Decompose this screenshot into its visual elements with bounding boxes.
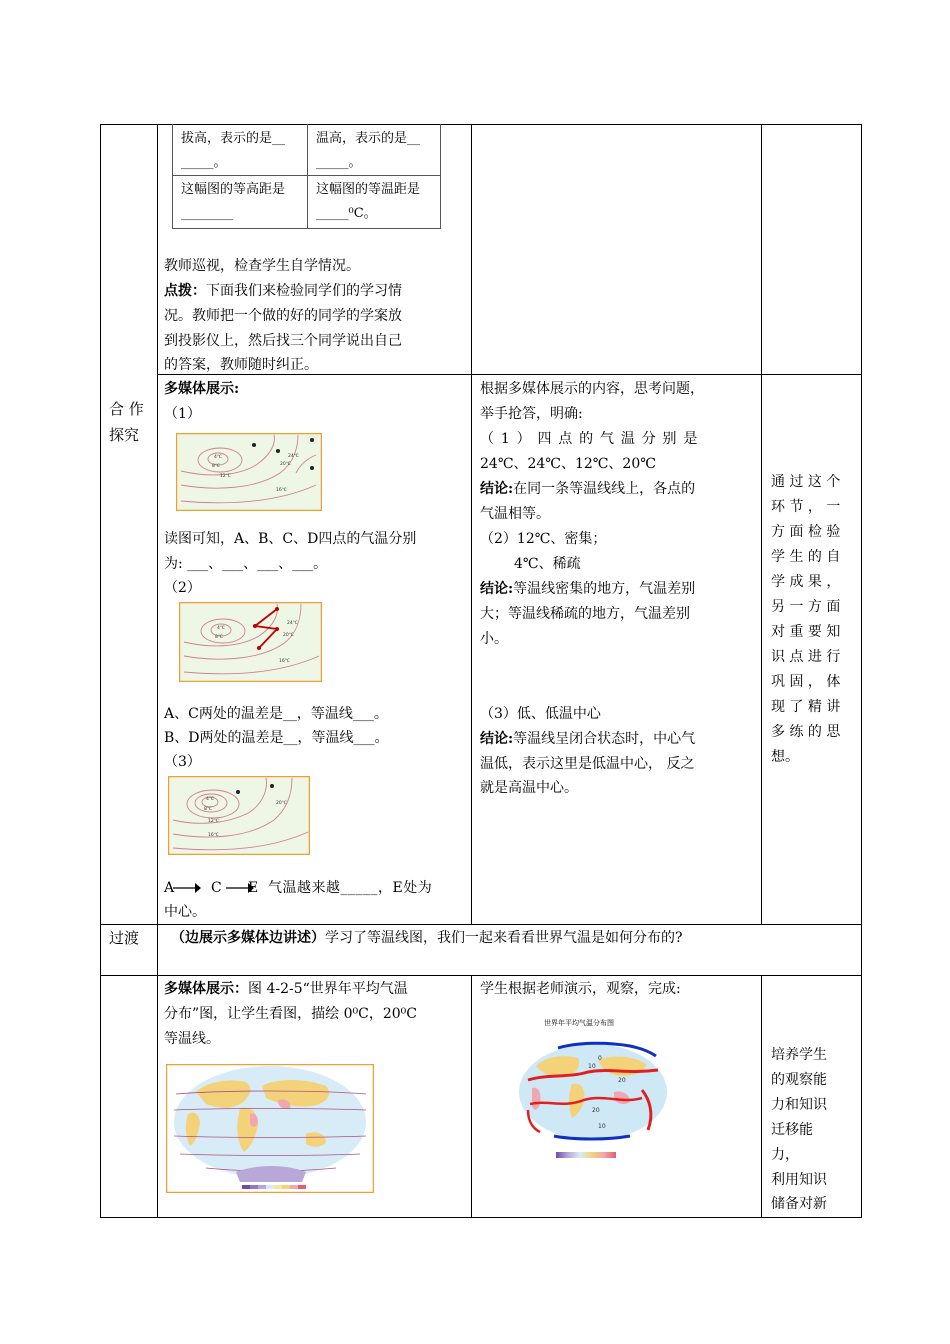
intent1-9: 现 了 精 讲 [771,699,841,715]
transition-text: 学习了等温线图，我们一起来看看世界气温是如何分布的? [325,930,683,946]
inner-cell-a2: _____。 [181,155,227,170]
intent1-0: 通 过 这 个 [771,474,841,490]
map1-point-b [276,449,280,453]
col-divider-2b [471,975,472,1218]
stu-l5: （2）12℃、密集； [480,531,607,547]
inner-cell-d1: 这幅图的等温距是 [316,182,421,197]
intent1-7: 识 点 进 行 [771,649,841,665]
intent2-4: 力， [771,1147,799,1163]
intent1-2: 方 面 检 验 [771,524,841,540]
map3-point-e [270,784,274,788]
map1-label-8: 8℃ [212,464,220,469]
dianbo-text3: 到投影仪上，然后找三个同学说出自己 [164,333,402,349]
map-num-3: 20 [592,1107,600,1114]
world-student: 学生根据老师演示，观察，完成: [480,981,681,997]
q1-line1: 读图可知，A、B、C、D四点的气温分别 [164,531,417,547]
stu-l7: （3）低、低温中心 [480,706,601,722]
map3-label-12: 12℃ [208,819,219,824]
col-divider-3a [761,124,762,925]
multimedia-title: 多媒体展示: [164,381,240,397]
stu-c1 [480,477,695,502]
intent1-10: 多 练 的 思 [771,724,841,740]
world-map-drawn [518,1040,668,1150]
table-border-bottom [100,1217,862,1218]
q3-text: 气温越来越_____，E处为 [268,880,433,896]
world-t1 [164,977,408,1002]
map1-label-4: 4℃ [214,455,222,460]
map2-point-b [275,607,279,611]
intent2-6: 储备对新 [771,1196,827,1212]
q3-c: C [211,880,222,896]
map1-label-24: 24℃ [288,454,299,459]
inner-cell-a1: 拔高，表示的是__ [181,131,286,146]
map2-label-24: 24℃ [287,621,298,626]
stu-c3-text2: 温低，表示这里是低温中心， 反之 [480,756,695,772]
map1-label-12: 12℃ [220,474,231,479]
dianbo-text2: 况。教师把一个做的好的同学的学案放 [164,308,402,324]
intent1-5: 另 一 方 面 [771,599,841,615]
stu-c2-text3: 小。 [480,631,508,647]
stu-c2 [480,577,695,602]
intent2-3: 迁移能 [771,1122,813,1138]
row-divider-2 [100,924,862,925]
stu-c1-text: 在同一条等温线线上，各点的 [513,481,696,497]
col-divider-1 [157,124,158,1218]
col-divider-3b [761,975,762,1218]
part-2: （2） [164,580,201,596]
inner-cell-c1: 这幅图的等高距是 [181,182,286,197]
map-title: 世界年平均气温分布图 [544,1019,614,1027]
map-num-4: 10 [598,1123,606,1130]
intent1-11: 想。 [771,749,799,765]
map3-label-16: 16℃ [208,833,219,838]
map3-label-4: 4℃ [206,797,214,802]
col-divider-2a [471,124,472,925]
stu-l2: 举手抢答，明确: [480,406,583,422]
stu-l3: （ 1 ） 四 点 的 气 温 分 别 是 [480,431,699,447]
intent1-3: 学 生 的 自 [771,549,841,565]
table-border-right [861,124,862,1218]
inner-table-hline [172,175,441,176]
intent2-1: 的观察能 [771,1072,827,1088]
map-num-0: 0 [598,1055,602,1062]
intent1-6: 对 重 要 知 [771,624,841,640]
dianbo-text4: 的答案，教师随时纠正。 [164,357,318,373]
world-t3: 等温线。 [164,1031,220,1047]
intent1-4: 学 成 果 ， [771,574,841,590]
intent2-0: 培养学生 [771,1047,827,1063]
q2-line2: B、D两处的温差是__，等温线___。 [164,730,389,746]
stu-l6: 4℃、稀疏 [514,556,581,572]
stage-tanjiu: 探究 [109,426,140,444]
map2-label-8: 8℃ [215,635,223,640]
map1-label-16: 16℃ [276,488,287,493]
intent1-1: 环 节 ， 一 [771,499,841,515]
transition-line [171,926,683,951]
transition-bold: （边展示多媒体边讲述） [171,930,325,946]
stu-c3-label: 结论: [480,731,514,747]
isotherm-map-2 [179,602,322,682]
isotherm-map-3 [168,776,310,855]
stu-l1: 根据多媒体展示的内容，思考问题， [480,381,704,397]
part-3: （3） [164,754,201,770]
intent2-2: 力和知识 [771,1097,827,1113]
q1-line2: 为: ___、___、___、___。 [164,556,328,572]
map2-label-4: 4℃ [217,626,225,631]
map2-point-c [275,627,279,631]
q3-end: 中心。 [164,904,206,920]
stu-c3 [480,727,695,752]
q3-e: E [248,880,259,896]
dianbo-text1: 下面我们来检验同学们的学习情 [206,283,402,299]
world-t1-text: 图 4-2-5“世界年平均气温 [248,981,408,997]
map2-point-d [257,646,261,650]
stu-l4: 24℃、24℃、12℃、20℃ [480,456,656,472]
isotherm-map-1 [176,433,322,511]
inner-cell-b1: 温高，表示的是__ [316,131,421,146]
inner-cell-d2: _____⁰C。 [316,206,377,221]
map3-point-a [236,790,240,794]
stage-guodu: 过渡 [109,929,140,947]
map1-label-20: 20℃ [280,462,291,467]
map-legend [556,1152,616,1158]
map1-point-c [310,438,314,442]
part-1: （1） [164,406,201,422]
q3-a: A [164,880,175,896]
arrow-a-c [173,880,201,896]
q2-line1: A、C两处的温差是__，等温线___。 [164,706,388,722]
world-t2: 分布”图，让学生看图，描绘 0⁰C，20⁰C [164,1006,417,1022]
map1-point-a [252,443,256,447]
stu-c1-text2: 气温相等。 [480,506,550,522]
row-divider-3 [100,975,862,976]
dianbo-label: 点拨： [164,283,206,299]
map1-point-d [310,466,314,470]
inner-table-vline [307,124,308,229]
map3-label-20: 20℃ [276,801,287,806]
inner-cell-c2: ________ [181,206,233,221]
intent2-5: 利用知识 [771,1172,827,1188]
teacher-line: 教师巡视，检查学生自学情况。 [164,258,360,274]
stage-hezuo: 合 作 [109,400,144,418]
world-label: 多媒体展示： [164,981,248,997]
map-num-2: 20 [618,1077,626,1084]
stu-c2-text2: 大；等温线稀疏的地方，气温差别 [480,606,690,622]
world-temperature-map [166,1064,374,1193]
map2-label-16: 16℃ [279,659,290,664]
dianbo-line1 [164,279,402,304]
stu-c3-text3: 就是高温中心。 [480,780,578,796]
intent1-8: 巩 固 ， 体 [771,674,841,690]
map-num-1: 10 [588,1063,596,1070]
stu-c2-text: 等温线密集的地方，气温差别 [513,581,696,597]
map2-point-a [253,624,257,628]
map2-label-20: 20℃ [283,633,294,638]
inner-cell-b2: _____。 [316,155,362,170]
stu-c3-text: 等温线呈闭合状态时，中心气 [513,731,696,747]
stu-c1-label: 结论: [480,481,514,497]
stu-c2-label: 结论: [480,581,514,597]
table-border-left [100,124,101,1218]
map3-label-8: 8℃ [204,807,212,812]
